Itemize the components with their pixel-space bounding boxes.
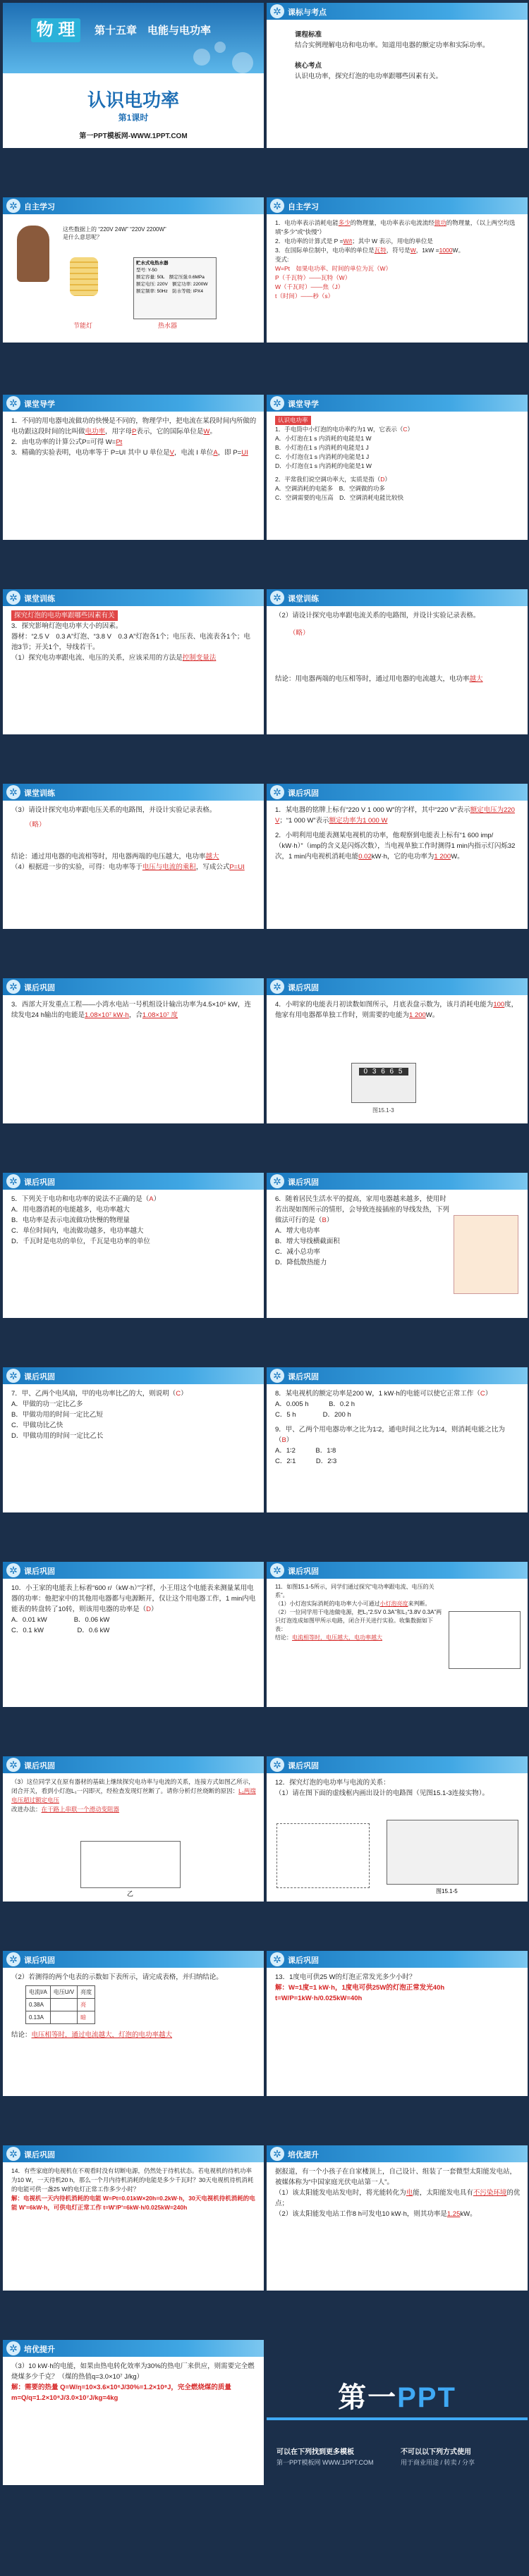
gear-icon: ✲ bbox=[270, 591, 284, 605]
overloaded-socket-image bbox=[454, 1215, 518, 1294]
slide-header bbox=[3, 1756, 264, 1773]
option: B．甲做功用的时间一定比乙短 bbox=[11, 1411, 103, 1419]
gear-icon: ✲ bbox=[270, 1758, 284, 1772]
text: 结合实例理解电功和电功率。知道用电器的额定功率和实际功率。 bbox=[295, 42, 490, 49]
option: D．甲做功用的时间一定比乙长 bbox=[11, 1432, 104, 1440]
section-title: 课后巩固 bbox=[288, 789, 319, 798]
options-row: C．0.1 kW D．0.6 kW bbox=[11, 1627, 110, 1634]
slide-training-2[interactable] bbox=[267, 589, 528, 734]
option: A．甲做的功一定比乙多 bbox=[11, 1400, 83, 1408]
gear-icon: ✲ bbox=[6, 1174, 20, 1188]
gear-icon: ✲ bbox=[6, 2341, 20, 2355]
plate-line: 贮水式电热水器 bbox=[136, 261, 169, 266]
slide-self-study-q[interactable] bbox=[267, 197, 528, 343]
formula: W（千瓦时）——焦（J） bbox=[275, 283, 344, 290]
answer: W/t bbox=[343, 238, 353, 245]
answer: 电 bbox=[406, 2189, 413, 2197]
sub-question: （2）该太阳能发电站工作8 h可发电10 kW·h，则其功率是1.25kW。 bbox=[275, 2210, 477, 2218]
slide-self-study-image[interactable] bbox=[3, 197, 264, 343]
answer: 解：需要的热量 Q=W/η=10×3.6×10⁶J/30%=1.2×10⁸J，完全燃烧煤的质量 m=Q/q=1.2×10⁸J/3.0×10⁷J/kg=4kg bbox=[11, 2384, 231, 2402]
conclusion: （4）根据进一步的实验，可得：电功率等于电压与电流的乘积，写成公式P=UI bbox=[11, 863, 245, 871]
slide-title[interactable] bbox=[3, 3, 264, 148]
question-bubble: 这些数据上的 “220V 24W” “220V 2200W” 是什么意思呢？ bbox=[63, 226, 166, 240]
gear-icon: ✲ bbox=[6, 785, 20, 799]
question: （3）这位同学又在原有器材的基础上继续探究电功率与电流的关系，连接方式如图乙所示，闭合开关，看到小灯泡L₁一闪即灭，经检查发现灯丝断了。请你分析灯丝烧断的原因：L₁两端电压超过额定电压 bbox=[11, 1778, 256, 1804]
option: B．增大导线横截面积 bbox=[275, 1238, 340, 1245]
conclusion: 结论：通过用电器的电流相等时，用电器两端的电压越大，电功率越大 bbox=[11, 853, 219, 861]
cell: 暗 bbox=[78, 2011, 95, 2024]
slide-review-8[interactable] bbox=[3, 1562, 264, 1707]
question-8: 8．某电视机的额定功率是200 W，1 kW·h的电能可以使它正常工作（C） bbox=[275, 1390, 492, 1398]
text: 据报道，有一个小孩子在自家楼顶上，自己设计、组装了一套微型太阳能发电站，被媒体称为“中国家庭光伏电站第一人”。 bbox=[275, 2168, 517, 2186]
section-title: 课后巩固 bbox=[24, 1373, 55, 1381]
answer: V bbox=[169, 449, 174, 457]
col-header: 电压U/V bbox=[50, 1986, 77, 1999]
text: 认识电功率，探究灯泡的电功率跟哪些因素有关。 bbox=[295, 73, 443, 80]
subject-label: 物 理 bbox=[31, 18, 80, 42]
answer: 额定电压为220 V bbox=[275, 806, 515, 825]
option: A．增大电功率 bbox=[275, 1227, 320, 1235]
slide-review-9[interactable] bbox=[267, 1562, 528, 1707]
question-9: 9．甲、乙两个用电器功率之比为1∶2，通电时间之比为1∶4，则消耗电能之比为（B） bbox=[275, 1426, 505, 1444]
answer: 1 200 bbox=[434, 853, 451, 861]
chapter-label: 第十五章 电能与电功率 bbox=[95, 25, 212, 37]
slide-review-13[interactable] bbox=[267, 1951, 528, 2096]
brand-logo: 第一PPT bbox=[338, 2382, 456, 2413]
slide-header bbox=[3, 1367, 264, 1384]
column-text: 第一PPT模板网 WWW.1PPT.COM bbox=[276, 2459, 374, 2466]
answer: 1.08×10⁷ 度 bbox=[142, 1011, 178, 1019]
sub-question: （1）小灯泡实际消耗的电功率大小可通过小灯泡亮度来判断。 bbox=[275, 1601, 431, 1607]
slide-guide-1[interactable] bbox=[3, 395, 264, 540]
column-title: 可以在下列找到更多模板 bbox=[276, 2448, 354, 2456]
answer: 电压与电流的乘积 bbox=[142, 863, 196, 871]
slide-header bbox=[3, 197, 264, 214]
section-title: 课标与考点 bbox=[288, 8, 327, 17]
column-text: 用于商业用途 / 转卖 / 分享 bbox=[401, 2459, 475, 2466]
option: C．甲做功比乙快 bbox=[11, 1422, 63, 1429]
figure-caption: 图15.1-3 bbox=[372, 1107, 394, 1114]
answer: 解：电视机一天内待机消耗的电能 W=Pt=0.01kW×20h=0.2kW·h，30天电视机待机消耗的电能 W'=6kW·h，可供电灯正常工作 t=W'/P'=6kW·h/0.025kW=240h bbox=[11, 2195, 255, 2211]
section-title: 课后巩固 bbox=[288, 984, 319, 992]
meter-reading: 0 3 6 6 5 bbox=[359, 1068, 408, 1076]
slide-header bbox=[267, 1756, 528, 1773]
gear-icon: ✲ bbox=[6, 1952, 20, 1966]
gear-icon: ✲ bbox=[270, 785, 284, 799]
figure-caption: 乙 bbox=[127, 1890, 134, 1897]
slide-training-1[interactable] bbox=[3, 589, 264, 734]
option: D．降低散热能力 bbox=[275, 1259, 327, 1267]
section-title: 自主学习 bbox=[288, 203, 319, 211]
question-6: 6．随着居民生活水平的提高，家用电器越来越多，使用时若出现如图所示的情形，会导致连接插座的导线发热，下列做法可行的是（B） bbox=[275, 1195, 450, 1224]
answer: C bbox=[480, 1390, 485, 1398]
option: C．减小总功率 bbox=[275, 1248, 320, 1256]
question-3: 3．精确的实验表明，电功率等于 P=UI 其中 U 单位是V，电流 I 单位A，即 P=UI bbox=[11, 449, 248, 457]
question-13: 13．1度电可供25 W的灯泡正常发光多少小时？ bbox=[275, 1973, 416, 1981]
question-2: 2．电功率的计算式是 P =W/t；其中 W 表示，用电的单位是 bbox=[275, 238, 433, 245]
answer: 100 bbox=[493, 1001, 505, 1009]
slide-header bbox=[3, 2145, 264, 2162]
answer: B bbox=[281, 1436, 286, 1444]
question-1: 1．某电器的铭牌上标有“220 V 1 000 W”的字样，其中“220 V”表示额定电压为220 V；“1 000 W”表示额定功率为1 000 W bbox=[275, 806, 515, 825]
section-title: 课后巩固 bbox=[288, 1373, 319, 1381]
answer: C bbox=[176, 1390, 181, 1398]
slide-review-14[interactable] bbox=[3, 2145, 264, 2291]
answer: 额定功率为1 000 W bbox=[329, 817, 388, 825]
option: C．小灯泡在1 s 内消耗的电能是1 J bbox=[275, 453, 370, 460]
conclusion: 结论：电压相等时，通过电流越大，灯泡的电功率越大 bbox=[11, 2031, 173, 2039]
col-header: 电流I/A bbox=[26, 1986, 51, 1999]
figure-caption: 图15.1-5 bbox=[436, 1888, 458, 1894]
option: A．小灯泡在1 s 内消耗的电能是1 W bbox=[275, 435, 372, 442]
energy-meter-image bbox=[351, 1063, 416, 1103]
question-4: 4．小明家的电能表月初读数如图所示，月底表盘示数为，该月消耗电能为100度，他家有用电器都单独工作时，则需要的电能为1 200W。 bbox=[275, 1001, 518, 1019]
girl-illustration bbox=[17, 226, 49, 282]
option: D．小灯泡在1 s 内消耗的电能是1 W bbox=[275, 462, 372, 469]
answer: 1000 bbox=[439, 247, 453, 254]
slide-header bbox=[267, 1367, 528, 1384]
site-label: 第一PPT模板网-WWW.1PPT.COM bbox=[79, 133, 188, 140]
text: 器材：“2.5 V 0.3 A”灯泡、“3.8 V 0.3 A”灯泡各1个；电压表、电流表各1个；电池3节；开关1个，导线若干。 bbox=[11, 633, 250, 651]
answer: 电功率 bbox=[85, 428, 106, 436]
slide-header bbox=[267, 2145, 528, 2162]
conclusion: 结论：用电器两端的电压相等时，通过用电器的电流越大，电功率越大 bbox=[275, 675, 483, 683]
answer: C bbox=[403, 426, 408, 433]
slide-header bbox=[267, 589, 528, 606]
slide-standards[interactable] bbox=[267, 3, 528, 148]
option: D．千瓦时是电功的单位，千瓦是电功率的单位 bbox=[11, 1238, 150, 1245]
question-11: 11．如图15.1-5所示，同学们通过探究“电功率跟电流、电压的关系”。 bbox=[275, 1584, 434, 1598]
slide-header bbox=[3, 589, 264, 606]
answer: Pt bbox=[116, 438, 123, 446]
answer: 电压相等时，通过电流越大，灯泡的电功率越大 bbox=[31, 2031, 173, 2039]
circuit-sketch-box bbox=[276, 1823, 370, 1888]
section-title: 课后巩固 bbox=[24, 1567, 55, 1576]
slide-header bbox=[267, 197, 528, 214]
question-10: 10．小王家的电能表上标着“600 r/（kW·h）”字样，小王用这个电能表来测量某用电器的功率：他把家中的其他用电器都与电源断开，仅让这个用电器工作，1 min内电能表的转盘转了10转，则该用电器的功率是（D） bbox=[11, 1584, 256, 1613]
options-row: A．1∶2 B．1∶8 bbox=[275, 1447, 336, 1455]
variant-label: 变式: bbox=[275, 256, 289, 263]
apparatus-image bbox=[387, 1820, 518, 1885]
answer: 瓦特 bbox=[374, 247, 387, 254]
option: A．用电器消耗的电能越多，电功率越大 bbox=[11, 1206, 130, 1214]
gear-icon: ✲ bbox=[6, 1758, 20, 1772]
section-title: 课后巩固 bbox=[288, 1762, 319, 1770]
slide-header bbox=[267, 395, 528, 412]
question-3: 3．在国际单位制中，电功率的单位是瓦特，符号是W，1kW =1000W。 bbox=[275, 247, 465, 254]
answer: 1.25 bbox=[446, 2210, 461, 2218]
slide-header bbox=[3, 1173, 264, 1190]
section-title: 课堂训练 bbox=[24, 789, 55, 798]
slide-review-1[interactable] bbox=[267, 784, 528, 929]
conclusion: 结论：电流相等时，电压越大，电功率越大 bbox=[275, 1634, 382, 1641]
sub-question: （1）请在图下面的虚线框内画出设计的电路图（见图15.1-3连接实物）。 bbox=[275, 1789, 489, 1797]
formula: W=Pt 如果电功率、时间的单位为瓦（W） bbox=[275, 265, 392, 272]
slide-header bbox=[3, 395, 264, 412]
lesson-title: 认识电功率 bbox=[87, 90, 179, 111]
topic-badge: 探究灯泡的电功率跟哪些因素有关 bbox=[11, 610, 118, 621]
answer: 0.02 bbox=[358, 853, 372, 861]
plate-line: 额定电压: 220V 额定功率: 2200W bbox=[136, 282, 208, 287]
slide-header bbox=[267, 1562, 528, 1579]
plate-line: 额定容量: 50L 额定压强:0.6MPa bbox=[136, 275, 205, 280]
slide-header bbox=[3, 978, 264, 995]
slide-review-10[interactable] bbox=[3, 1756, 264, 1902]
slide-header bbox=[267, 784, 528, 801]
slide-header bbox=[267, 3, 528, 20]
section-title: 课堂导学 bbox=[288, 400, 319, 409]
logo-underline bbox=[267, 2417, 528, 2420]
answer: （略） bbox=[25, 821, 46, 829]
decor-bubbles bbox=[193, 42, 257, 70]
answer: 控制变量法 bbox=[182, 654, 217, 662]
text: （3）请设计探究电功率跟电压关系的电路图，并设计实验记录表格。 bbox=[11, 806, 217, 814]
slide-review-5[interactable] bbox=[267, 1173, 528, 1318]
cell: 0.13A bbox=[26, 2011, 51, 2024]
plate-line: 额定频率: 50Hz 防水等级: IPX4 bbox=[136, 289, 203, 294]
cfl-bulb-image bbox=[70, 257, 98, 296]
answer: （略） bbox=[289, 629, 310, 637]
answer: 解：W=1度=1 kW·h，1度电可供25W的灯泡正常发光40h bbox=[275, 1984, 445, 1992]
answer: 做功 bbox=[434, 219, 446, 226]
label-left: 节能灯 bbox=[73, 322, 93, 329]
slide-header bbox=[267, 1173, 528, 1190]
gear-icon: ✲ bbox=[6, 199, 20, 213]
section-title: 课堂训练 bbox=[24, 595, 55, 603]
section-title: 课堂训练 bbox=[288, 595, 319, 603]
section-title: 培优提升 bbox=[24, 2346, 55, 2354]
answer: 越大 bbox=[205, 853, 219, 861]
slide-review-3[interactable] bbox=[267, 978, 528, 1123]
slide-review-11[interactable] bbox=[267, 1756, 528, 1902]
gear-icon: ✲ bbox=[6, 2147, 20, 2161]
slide-header bbox=[3, 2340, 264, 2357]
question-1: 1．不同的用电器电流做功的快慢是不同的，物理学中，把电流在某段时间内所做的电功跟这段时间的比叫做电功率，用字母P表示，它的国际单位是W。 bbox=[11, 417, 257, 436]
data-table bbox=[25, 1985, 95, 2024]
slide-header bbox=[3, 1951, 264, 1968]
answer: P=UI bbox=[229, 863, 245, 871]
gear-icon: ✲ bbox=[270, 4, 284, 18]
answer: A bbox=[149, 1195, 154, 1203]
question: （3）10 kW·h的电能，如果由热电转化效率为30%的热电厂来供应，则需要完全燃烧煤多少千克？（煤的热值q=3.0×10⁷ J/kg） bbox=[11, 2362, 255, 2381]
question-2: 2．由电功率的计算公式P=可得 W=Pt bbox=[11, 438, 123, 446]
answer: 越大 bbox=[469, 675, 483, 683]
answer: UI bbox=[241, 449, 248, 457]
option: C．单位时间内，电流做功越多，电功率越大 bbox=[11, 1227, 144, 1235]
answer: 不污染环境 bbox=[473, 2189, 507, 2197]
section-title: 课后巩固 bbox=[24, 1762, 55, 1770]
options-row: C．2∶1 D．2∶3 bbox=[275, 1458, 337, 1465]
info-column bbox=[401, 2446, 521, 2467]
slide-review-7[interactable] bbox=[267, 1367, 528, 1512]
slide-header bbox=[267, 1951, 528, 1968]
formula: t（时间）——秒（s） bbox=[275, 292, 334, 300]
section-title: 课后巩固 bbox=[288, 1567, 319, 1576]
slide-training-3[interactable] bbox=[3, 784, 264, 929]
col-header: 亮度 bbox=[78, 1986, 95, 1999]
section-title: 课后巩固 bbox=[288, 1956, 319, 1965]
gear-icon: ✲ bbox=[6, 1369, 20, 1383]
slide-review-4[interactable] bbox=[3, 1173, 264, 1318]
sub-question: （2）一位同学用干电池做电源，把L₁“2.5V 0.3A”和L₂“3.8V 0.3A”两只灯泡连成如图甲所示电路，闭合开关进行实验。收集数据如下表： bbox=[275, 1609, 442, 1632]
gear-icon: ✲ bbox=[270, 199, 284, 213]
gear-icon: ✲ bbox=[6, 1563, 20, 1577]
lesson-subtitle: 第1课时 bbox=[118, 113, 149, 123]
gear-icon: ✲ bbox=[6, 591, 20, 605]
plate-line: 型号: Y-50 bbox=[136, 268, 157, 273]
column-title: 不可以以下列方式使用 bbox=[401, 2448, 471, 2456]
question-1: 1．电功率表示消耗电能多少的物理量，电功率表示电流流经做功的物理量，（以上两空均选填“多少”或“快慢”） bbox=[275, 219, 516, 235]
question-1: 1．手电筒中小灯泡的电功率约为1 W，它表示（C） bbox=[275, 426, 413, 433]
answer: D bbox=[380, 476, 385, 483]
options-row: A．0.01 kW B．0.06 kW bbox=[11, 1616, 110, 1624]
slide-brand[interactable] bbox=[267, 2340, 528, 2485]
section-title: 课后巩固 bbox=[24, 984, 55, 992]
slide-review-6[interactable] bbox=[3, 1367, 264, 1512]
question-2: 2．小明利用电能表测某电视机的功率，他观察到电能表上标有“1 600 imp/（kW·h）”（imp的含义是闪烁次数），当电视单独工作时测得1 min内指示灯闪烁32次，1 min内电视机消耗电能0.02kW·h，它的电功率为1 200W。 bbox=[275, 832, 516, 861]
gear-icon: ✲ bbox=[270, 1563, 284, 1577]
question: 改进办法：在干路上串联一个滑动变阻器 bbox=[11, 1806, 120, 1813]
section-title: 课堂导学 bbox=[24, 400, 55, 409]
answer: W bbox=[410, 247, 416, 254]
question-2: 2．平常我们说空调功率大，实质是指（D） bbox=[275, 476, 391, 483]
answer: A bbox=[213, 449, 218, 457]
slide-guide-2[interactable] bbox=[267, 395, 528, 540]
options-row: A．0.005 h B．0.2 h bbox=[275, 1400, 355, 1408]
circuit-diagram-image bbox=[449, 1611, 521, 1669]
question: （2）若测得的两个电表的示数如下表所示，请完成表格，并归纳结论。 bbox=[11, 1973, 223, 1981]
answer: B bbox=[322, 1216, 327, 1224]
option: C．空调需要的电压高 D．空调消耗电能比较快 bbox=[275, 494, 404, 501]
section-title: 培优提升 bbox=[288, 2151, 319, 2159]
slide-extension-1[interactable] bbox=[267, 2145, 528, 2291]
cell: 0.38A bbox=[26, 1999, 51, 2011]
heading: 核心考点 bbox=[295, 62, 322, 70]
gear-icon: ✲ bbox=[270, 2147, 284, 2161]
text: （2）请设计探究电功率跟电流关系的电路图，并设计实验记录表格。 bbox=[275, 612, 480, 620]
option: A．空调消耗的电能多 B．空调做的功多 bbox=[275, 485, 385, 492]
answer: 1.08×10⁷ kW·h bbox=[85, 1011, 129, 1019]
heading: 课程标准 bbox=[295, 31, 322, 39]
formula: t=W/P=1kW·h/0.025kW=40h bbox=[275, 1995, 363, 2002]
question-3: 3．西部大开发重点工程——小湾水电站一号机组设计输出功率为4.5×10⁵ kW，连续发电24 h输出的电能是1.08×10⁷ kW·h，合1.08×10⁷ 度 bbox=[11, 1001, 251, 1019]
section-title: 课后巩固 bbox=[24, 1178, 55, 1187]
question-7: 7．甲、乙两个电风扇，甲的电功率比乙的大，则说明（C） bbox=[11, 1390, 188, 1398]
info-column bbox=[276, 2446, 396, 2467]
slide-review-2[interactable] bbox=[3, 978, 264, 1123]
gear-icon: ✲ bbox=[270, 1952, 284, 1966]
slide-extension-2[interactable] bbox=[3, 2340, 264, 2485]
option: B．电功率是表示电流做功快慢的物理量 bbox=[11, 1216, 130, 1224]
answer: 在干路上串联一个滑动变阻器 bbox=[41, 1806, 120, 1813]
label-right: 热水器 bbox=[158, 322, 178, 329]
answer: W bbox=[203, 428, 210, 436]
option: B．小灯泡在1 s 内消耗的电能是1 J bbox=[275, 444, 369, 451]
heater-nameplate bbox=[133, 257, 217, 319]
slide-header bbox=[3, 784, 264, 801]
parallel-circuit-image bbox=[80, 1841, 181, 1888]
gear-icon: ✲ bbox=[6, 980, 20, 994]
section-title: 课后巩固 bbox=[288, 1178, 319, 1187]
gear-icon: ✲ bbox=[6, 396, 20, 410]
answer: D bbox=[146, 1606, 151, 1613]
answer: 1 200 bbox=[409, 1011, 426, 1019]
slide-review-12[interactable] bbox=[3, 1951, 264, 2096]
slide-header bbox=[3, 1562, 264, 1579]
topic-badge: 认识电功率 bbox=[275, 416, 311, 425]
answer: L₁两端电压超过额定电压 bbox=[11, 1787, 256, 1804]
gear-icon: ✲ bbox=[270, 396, 284, 410]
formula: P（千瓦特）——瓦特（W） bbox=[275, 274, 351, 281]
sub-question: （1）该太阳能发电站发电时，将光能转化为电能，太阳能发电具有不污染环境的优点； bbox=[275, 2189, 521, 2207]
section-title: 课后巩固 bbox=[24, 2151, 55, 2159]
section-title: 课后巩固 bbox=[24, 1956, 55, 1965]
cell: 亮 bbox=[78, 1999, 95, 2011]
question: （1）探究电功率跟电流、电压的关系，应该采用的方法是控制变量法 bbox=[11, 654, 217, 662]
section-title: 自主学习 bbox=[24, 203, 55, 211]
gear-icon: ✲ bbox=[270, 1369, 284, 1383]
gear-icon: ✲ bbox=[270, 1174, 284, 1188]
question-14: 14．有些家庭的电视机在不观看时没有切断电源，仍然处于待机状态。若电视机的待机功率为10 W，一天待机20 h，那么一个月内待机消耗的电能是多少千瓦时？30天电视机待机消耗的电能可供一盏25 W的电灯正常工作多少小时？ bbox=[11, 2167, 254, 2193]
gear-icon: ✲ bbox=[270, 980, 284, 994]
answer: P bbox=[132, 428, 137, 436]
options-row: C．5 h D．200 h bbox=[275, 1411, 351, 1419]
slide-header bbox=[267, 978, 528, 995]
answer: 电流相等时，电压越大，电功率越大 bbox=[292, 1634, 382, 1641]
question-12: 12．探究灯泡的电功率与电流的关系： bbox=[275, 1779, 390, 1787]
text: 3．探究影响灯泡电功率大小的因素。 bbox=[11, 622, 123, 630]
answer: 多少 bbox=[338, 219, 351, 226]
question-5: 5．下列关于电功和电功率的说法不正确的是（A） bbox=[11, 1195, 161, 1203]
answer: 小灯泡亮度 bbox=[379, 1601, 408, 1607]
